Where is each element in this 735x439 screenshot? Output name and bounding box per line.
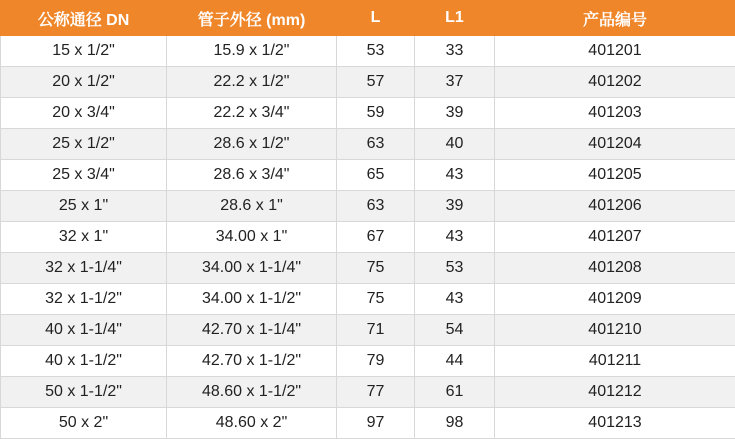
cell-l: 63 [337, 191, 415, 222]
table-row [1, 191, 735, 222]
cell-l1: 43 [415, 160, 495, 191]
cell-product-code: 401201 [495, 36, 735, 67]
table-row [1, 284, 735, 315]
cell-l: 63 [337, 129, 415, 160]
table-header [1, 1, 735, 36]
cell-product-code: 401204 [495, 129, 735, 160]
cell-l1: 39 [415, 98, 495, 129]
table-row [1, 36, 735, 67]
cell-nominal-diameter: 40 x 1-1/2" [1, 346, 167, 377]
cell-l: 75 [337, 284, 415, 315]
cell-pipe-outer-diameter: 34.00 x 1-1/4" [167, 253, 337, 284]
cell-nominal-diameter: 25 x 1" [1, 191, 167, 222]
table-row [1, 67, 735, 98]
cell-l: 57 [337, 67, 415, 98]
cell-product-code: 401207 [495, 222, 735, 253]
cell-l1: 53 [415, 253, 495, 284]
cell-l1: 43 [415, 222, 495, 253]
cell-nominal-diameter: 50 x 1-1/2" [1, 377, 167, 408]
cell-pipe-outer-diameter: 15.9 x 1/2" [167, 36, 337, 67]
cell-pipe-outer-diameter: 22.2 x 3/4" [167, 98, 337, 129]
cell-nominal-diameter: 25 x 3/4" [1, 160, 167, 191]
cell-l1: 44 [415, 346, 495, 377]
cell-nominal-diameter: 32 x 1-1/2" [1, 284, 167, 315]
table-row [1, 315, 735, 346]
cell-nominal-diameter: 20 x 1/2" [1, 67, 167, 98]
column-header-product-code: 产品编号 [495, 1, 735, 36]
cell-l1: 40 [415, 129, 495, 160]
cell-l: 71 [337, 315, 415, 346]
table-row [1, 377, 735, 408]
cell-pipe-outer-diameter: 42.70 x 1-1/4" [167, 315, 337, 346]
cell-l1: 33 [415, 36, 495, 67]
cell-product-code: 401203 [495, 98, 735, 129]
cell-product-code: 401211 [495, 346, 735, 377]
cell-nominal-diameter: 32 x 1-1/4" [1, 253, 167, 284]
cell-l: 67 [337, 222, 415, 253]
cell-l1: 37 [415, 67, 495, 98]
cell-product-code: 401206 [495, 191, 735, 222]
cell-l: 79 [337, 346, 415, 377]
cell-pipe-outer-diameter: 28.6 x 3/4" [167, 160, 337, 191]
cell-product-code: 401213 [495, 408, 735, 439]
cell-pipe-outer-diameter: 28.6 x 1/2" [167, 129, 337, 160]
cell-l1: 39 [415, 191, 495, 222]
cell-pipe-outer-diameter: 34.00 x 1-1/2" [167, 284, 337, 315]
column-header-pipe-outer-diameter: 管子外径 (mm) [167, 1, 337, 36]
cell-l: 65 [337, 160, 415, 191]
cell-l: 77 [337, 377, 415, 408]
cell-nominal-diameter: 15 x 1/2" [1, 36, 167, 67]
cell-product-code: 401210 [495, 315, 735, 346]
cell-product-code: 401205 [495, 160, 735, 191]
cell-l: 59 [337, 98, 415, 129]
cell-product-code: 401208 [495, 253, 735, 284]
cell-l1: 61 [415, 377, 495, 408]
cell-l1: 98 [415, 408, 495, 439]
table-row [1, 98, 735, 129]
cell-l1: 43 [415, 284, 495, 315]
table-row [1, 160, 735, 191]
table-row [1, 129, 735, 160]
table-body [1, 36, 735, 439]
table-row [1, 408, 735, 439]
column-header-l: L [337, 1, 415, 36]
column-header-l1: L1 [415, 1, 495, 36]
table-row [1, 222, 735, 253]
cell-l: 75 [337, 253, 415, 284]
cell-pipe-outer-diameter: 48.60 x 2" [167, 408, 337, 439]
cell-product-code: 401212 [495, 377, 735, 408]
cell-product-code: 401209 [495, 284, 735, 315]
cell-l: 53 [337, 36, 415, 67]
table-row [1, 253, 735, 284]
cell-pipe-outer-diameter: 42.70 x 1-1/2" [167, 346, 337, 377]
cell-nominal-diameter: 20 x 3/4" [1, 98, 167, 129]
cell-product-code: 401202 [495, 67, 735, 98]
table-row [1, 346, 735, 377]
table-header-row [1, 1, 735, 36]
cell-pipe-outer-diameter: 22.2 x 1/2" [167, 67, 337, 98]
column-header-nominal-diameter: 公称通径 DN [1, 1, 167, 36]
cell-nominal-diameter: 32 x 1" [1, 222, 167, 253]
cell-l1: 54 [415, 315, 495, 346]
cell-pipe-outer-diameter: 28.6 x 1" [167, 191, 337, 222]
cell-nominal-diameter: 40 x 1-1/4" [1, 315, 167, 346]
cell-pipe-outer-diameter: 48.60 x 1-1/2" [167, 377, 337, 408]
cell-nominal-diameter: 25 x 1/2" [1, 129, 167, 160]
cell-pipe-outer-diameter: 34.00 x 1" [167, 222, 337, 253]
cell-nominal-diameter: 50 x 2" [1, 408, 167, 439]
cell-l: 97 [337, 408, 415, 439]
